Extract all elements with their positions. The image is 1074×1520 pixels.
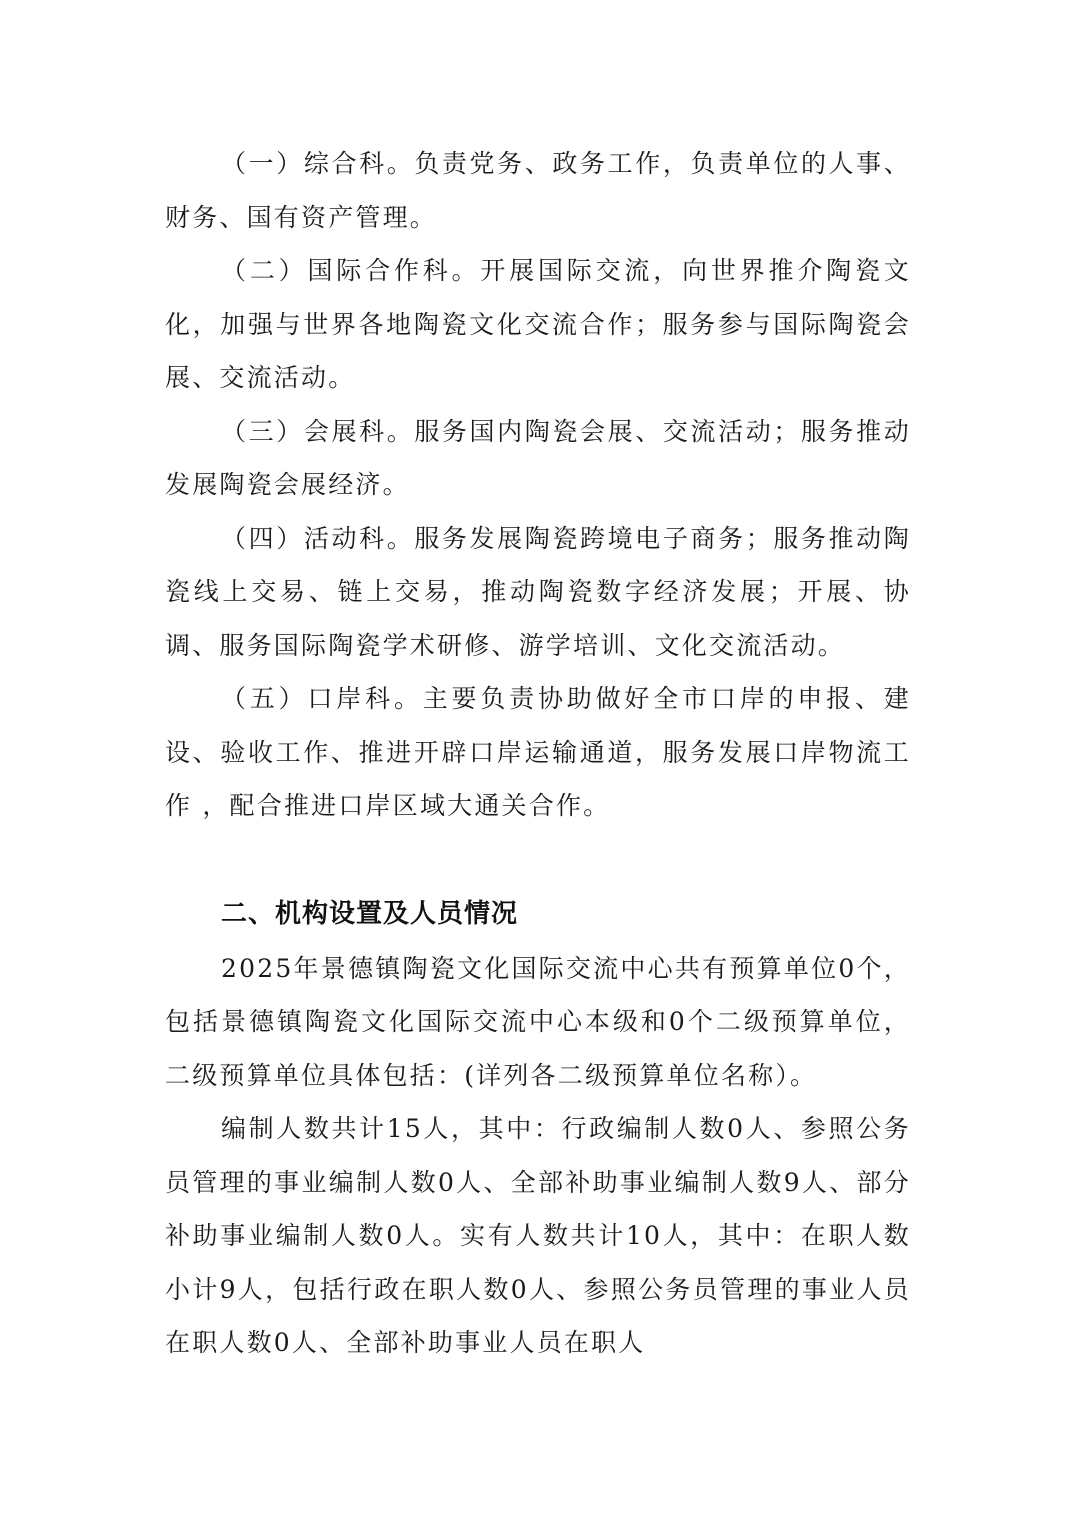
section-heading-organization: 二、机构设置及人员情况 bbox=[221, 898, 519, 929]
paragraph-international-cooperation: （二）国际合作科。开展国际交流，向世界推介陶瓷文化，加强与世界各地陶瓷文化交流合作；服务参与国际陶瓷会展、交流活动。 bbox=[165, 256, 911, 392]
document-body bbox=[165, 137, 911, 1370]
paragraph-general-office: （一）综合科。负责党务、政务工作，负责单位的人事、财务、国有资产管理。 bbox=[165, 149, 911, 232]
paragraph-activities-office: （四）活动科。服务发展陶瓷跨境电子商务；服务推动陶瓷线上交易、链上交易，推动陶瓷数字经济发展；开展、协调、服务国际陶瓷学术研修、游学培训、文化交流活动。 bbox=[165, 523, 911, 660]
paragraph-staffing: 编制人数共计15人，其中：行政编制人数0人、参照公务员管理的事业编制人数0人、全部补助事业编制人数9人、部分补助事业编制人数0人。实有人数共计10人，其中：在职人数小计9人，包括行政在职人数0人、参照公务员管理的事业人员在职人数0人、全部补助事业人员在职人 bbox=[165, 1114, 911, 1357]
paragraph-budget-units: 2025年景德镇陶瓷文化国际交流中心共有预算单位0个，包括景德镇陶瓷文化国际交流中心本级和0个二级预算单位，二级预算单位具体包括：(详列各二级预算单位名称）。 bbox=[165, 953, 911, 1090]
paragraph-port-office: （五）口岸科。主要负责协助做好全市口岸的申报、建设、验收工作、推进开辟口岸运输通道，服务发展口岸物流工作 ，配合推进口岸区域大通关合作。 bbox=[165, 684, 911, 820]
paragraph-exhibition-office: （三）会展科。服务国内陶瓷会展、交流活动；服务推动发展陶瓷会展经济。 bbox=[165, 416, 911, 499]
